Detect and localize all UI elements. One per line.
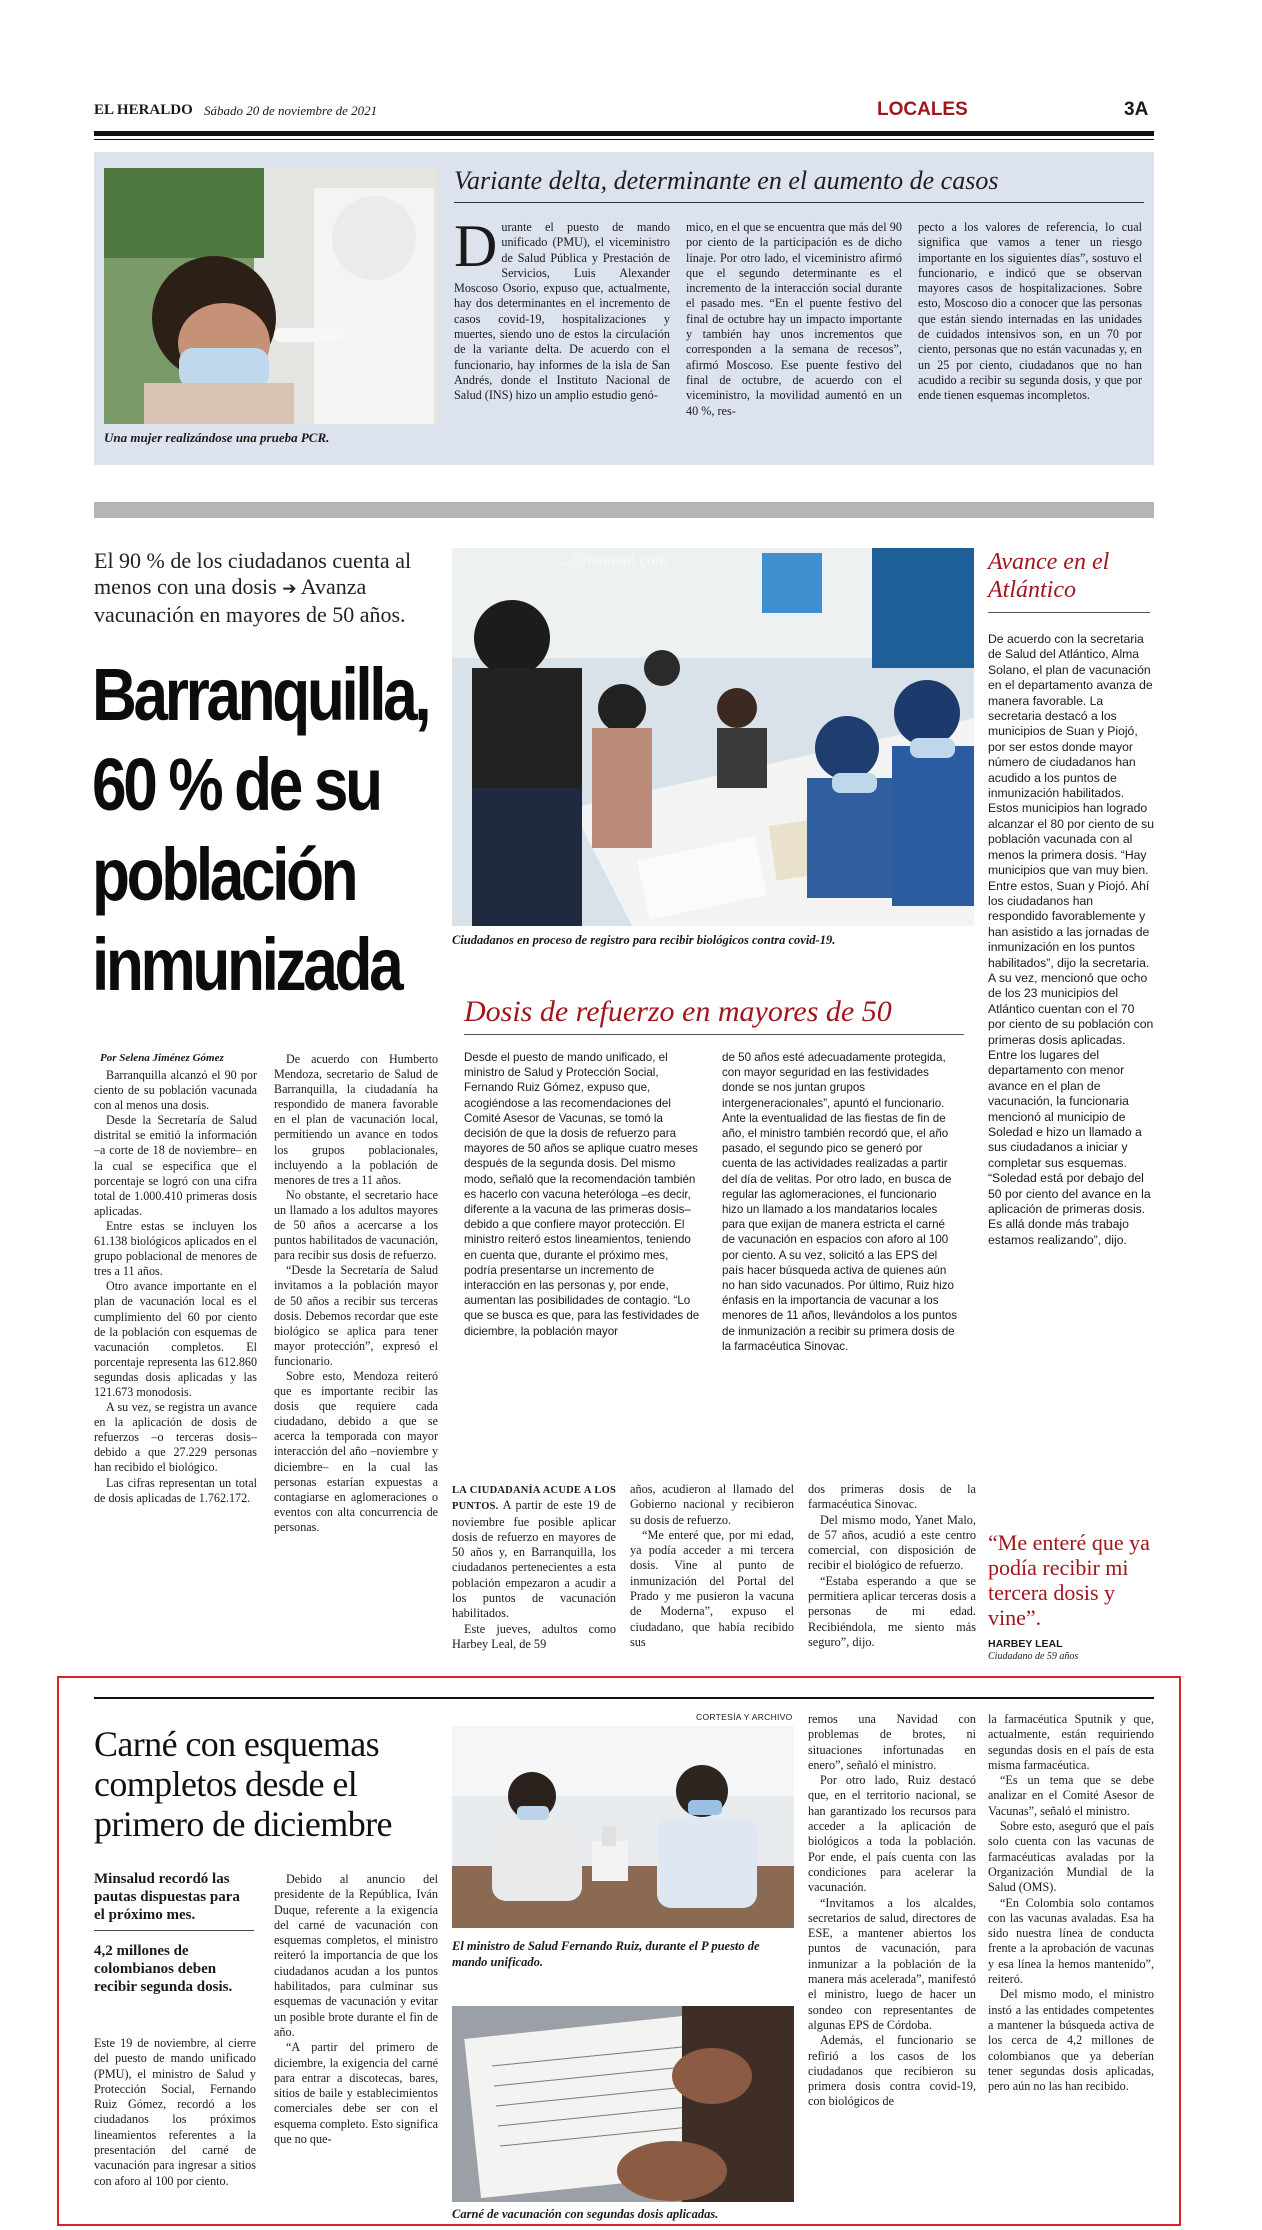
atlantico-title-rule [988, 612, 1150, 613]
main-column-2: De acuerdo con Humberto Mendoza, secretario de Salud de Barranquilla, la ciudadanía ha respondido de manera favorable en el plan de vacunación local, permitiendo un avance en todos los grupos poblacionales, incluyendo a la población de menores de tres a 11 años. No obstante, el secretario hace un llamado a los adultos mayores de 50 años a acercarse a los puntos habilitados de vacunación, para recibir sus dosis de refuerzo. “Desde la Secretaría de Salud invitamos a la población mayor de 50 años a recibir sus terceras dosis. Debemos recordar que este biológico se aplica para tener mayor protección”, expresó el funcionario. Sobre esto, Mendoza reiteró que es importante recibir las dosis que requiere cada ciudadano, debido a que se acerca la temporada con mayor interacción del año –noviembre y diciembre– en la cual las personas estarían expuestas a contagiarse en aglomeraciones o eventos con alta concurrencia de personas. [274, 1052, 438, 1534]
quote-role: Ciudadano de 59 años [988, 1651, 1079, 1662]
carne-summary-rule [94, 1930, 254, 1931]
issue-date: Sábado 20 de noviembre de 2021 [204, 103, 378, 118]
delta-column-3: pecto a los valores de referencia, lo cual significa que vamos a tener un riesgo importante en los siguientes días”, sostuvo el funcionario, e indicó que se observan mayores casos de hospitalizaciones. Sobre esto, Moscoso dio a conocer que las personas que están siendo internadas en las unidades de cuidados intensivos son, en un 70 por ciento, personas que no están vacunadas y, en un 25 por ciento, ciudadanos que no han acudido a recibir su segunda dosis, y que por ende tienen esquemas incompletos. [918, 220, 1142, 403]
arrow-right-icon: ➔ [282, 579, 297, 598]
photo-credit: CORTESÍA Y ARCHIVO [696, 1712, 793, 1722]
carne-column-2: Debido al anuncio del presidente de la República, Iván Duque, referente a la exigencia del carné de vacunación con esquemas completos, el ministro reiteró la importancia de que los ciudadanos acudan a los puntos habilitados, para culminar sus esquemas de vacunación y evitar un posible brote durante el fin de año. “A partir del primero de diciembre, la exigencia del carné para entrar a discotecas, bares, sitios de baile y establecimientos comerciales debe ser con el esquema completo. Esto significa que no que- [274, 1872, 438, 2147]
carne-summary-1: Minsalud recordó las pautas dispuestas para el próximo mes. [94, 1871, 240, 1923]
quote-name: HARBEY LEAL [988, 1638, 1063, 1650]
refuerzo-title: Dosis de refuerzo en mayores de 50 [464, 995, 892, 1028]
refuerzo-title-rule [464, 1034, 964, 1035]
minister-photo-caption: El ministro de Salud Fernando Ruiz, durante el P puesto de mando unificado. [452, 1939, 760, 1969]
ciudadania-lead: LA CIUDADANÍA ACUDE A LOS PUNTOS. [452, 1485, 616, 1513]
carne-column-3: remos una Navidad con problemas de brotes, ni situaciones infortunadas en enero”, señaló el ministro. Por otro lado, Ruiz destacó que, en el territorio nacional, se han garantizado los recursos para acceder a la aplicación de biológicos a toda la población. Por ende, el país cuenta con las condiciones para acelerar la vacunación. “Invitamos a los alcaldes, secretarios de salud, directores de ESE, a mantener abiertos los puntos de vacunación, para inmunizar a la población de la manera más acelerada”, manifestó el ministro, luego de hacer un sondeo con representantes de algunas EPS de Córdoba. Además, el funcionario se refirió a los casos de los ciudadanos que recibieron su primera dosis contra covid-19, con biológicos de [808, 1712, 976, 2109]
header-rule-thick [94, 131, 1154, 136]
carne-top-rule [94, 1697, 1154, 1699]
registration-photo-caption: Ciudadanos en proceso de registro para recibir biológicos contra covid-19. [452, 933, 836, 947]
delta-dropcap: D [454, 213, 498, 279]
delta-column-2: mico, en el que se encuentra que más del 90 por ciento de la participación es de dicho linaje. Por otro lado, el viceministro afirmó que el segundo determinante es el incremento de la interacción social durante el pasado mes. “En el puente festivo del final de octubre hay un impacto importante y también hay unos incrementos que corresponden a la semana de recesos”, afirmó Moscoso. Ese puente festivo del final de octubre, de acuerdo con el viceministro, la movilidad aumentó en un 40 %, res- [686, 220, 902, 418]
page-number: 3A [1124, 99, 1149, 120]
ciudadania-column-2: años, acudieron al llamado del Gobierno nacional y recibieron su dosis de refuerzo. “Me enteré que, por mi edad, ya podía acceder a mi tercera dosis. Vine al punto de inmunización del Portal del Prado y me pusieron la vacuna de Moderna”, expuso el ciudadano, que había recibido sus [630, 1482, 794, 1649]
page-header [94, 96, 1154, 126]
minister-photo [452, 1726, 794, 1928]
pull-quote: “Me enteré que ya podía recibir mi tercera dosis y vine”. [988, 1530, 1150, 1630]
ciudadania-column-1: LA CIUDADANÍA ACUDE A LOS PUNTOS. A partir de este 19 de noviembre fue posible aplicar dosis de refuerzo en mayores de 50 años y, en Barranquilla, los ciudadanos pertenecientes a esta población empezaron a acudir a los puntos de vacunación habilitados. Este jueves, adultos como Harbey Leal, de 59 [452, 1485, 616, 1651]
main-headline: Barranquilla, 60 % de su población inmunizada [92, 653, 429, 1006]
section-name: LOCALES [877, 99, 968, 120]
refuerzo-column-2: de 50 años esté adecuadamente protegida, con mayor seguridad en las festividades donde se nos juntan grupos intergeneracionales”, apuntó el funcionario. Ante la eventualidad de las fiestas de fin de año, el ministro también recordó que, el año pasado, el segundo pico se generó por cuenta de las actividades realizadas a partir del día de velitas. Por otro lado, en busca de regular las aglomeraciones, el funcionario hizo un llamado a los mandatarios locales para que exijan de manera estricta el carné de vacunación en espacios con aforo al 100 por ciento. A su vez, solicitó a las EPS del país hacer búsqueda activa de quienes aún no han sido vacunados. Por último, Ruiz hizo énfasis en la importancia de vacunar a los menores de 11 años, llevándolos a los puntos de inmunización a recibir su primera dosis de la farmacéutica Sinovac. [722, 1051, 958, 1353]
atlantico-body: De acuerdo con la secretaria de Salud del Atlántico, Alma Solano, el plan de vacunación en el departamento avanza de manera favorable. La secretaria destacó a los municipios de Suan y Piojó, por ser estos donde mayor número de ciudadanos han acudido a los puntos de inmunización habilitados. Estos municipios han logrado alcanzar el 80 por ciento de su población vacunada con al menos la primera dosis. “Hay municipios que van muy bien. Entre estos, Suan y Piojó. Ahí los ciudadanos han respondido favorablemente y han asistido a las jornadas de inmunización en los puntos habilitados”, dijo la secretaria. A su vez, mencionó que ocho de los 23 municipios del Atlántico cuentan con el 70 por ciento de su población con primeras dosis aplicadas. Entre los lugares del departamento con menor avance en el plan de vacunación, la funcionaria mencionó al municipio de Soledad e hizo un llamado a sus ciudadanos a iniciar y completar sus esquemas. “Soledad está por debajo del 50 por ciento del avance en la aplicación de primeras dosis. Es allá donde más trabajo estamos realizando”, dijo. [988, 632, 1154, 1247]
delta-title: Variante delta, determinante en el aumento de casos [454, 166, 999, 195]
pcr-test-photo [104, 168, 438, 424]
carne-column-4: la farmacéutica Sputnik y que, actualmente, están requiriendo segundas dosis en el país de esta misma farmacéutica. “Es un tema que se debe analizar en el Comité Asesor de Vacunas”, señaló el ministro. Sobre esto, aseguró que el país solo cuenta con las vacunas de farmacéuticas avaladas por la Organización Mundial de la Salud (OMS). “En Colombia solo contamos con las vacunas avaladas. Esa ha sido nuestra línea de conducta frente a la aprobación de vacunas y esa línea la hemos mantenido”, reiteró. Del mismo modo, el ministro instó a las entidades competentes a mantener la búsqueda activa de los cerca de 4,2 millones de colombianos que ya deberían tener segundas dosis aplicadas, pero aún no las han recibido. [988, 1712, 1154, 2094]
header-rule-thin [94, 139, 1154, 140]
registration-photo [452, 548, 974, 926]
refuerzo-column-1: Desde el puesto de mando unificado, el ministro de Salud y Protección Social, Fernando Ruiz Gómez, expuso que, acogiéndose a las recomendaciones del Comité Asesor de Vacunas, se tomó la decisión de que la dosis de refuerzo para mayores de 50 años se aplique cuatro meses después de la segunda dosis. Del mismo modo, señaló que la recomendación también es hacerlo con vacuna heteróloga –es decir, diferente a la vacuna de las primeras dosis– debido a que confiere mayor protección. El ministro reiteró estos lineamientos, teniendo en cuenta que, durante el próximo mes, podría presentarse un incremento de interacción en las personas y, por ende, aumentan las posibilidades de contagio. “Lo que se busca es que, para las festividades de diciembre, la población mayor [464, 1051, 700, 1338]
delta-column-1: Durante el puesto de mando unificado (PMU), el viceministro de Salud Pública y Prestación de Servicios, Luis Alexander Moscoso Osorio, expuso que, actualmente, hay dos determinantes en el incremento de casos covid-19, hospitalizaciones y muertes, siendo uno de estos la circulación de la variante delta. De acuerdo con el funcionario, hay informes de la isla de San Andrés, donde el Instituto Nacional de Salud (INS) hizo un amplio estudio genó- [454, 213, 670, 403]
vaccination-card-photo [452, 2006, 794, 2202]
atlantico-title: Avance en el Atlántico [988, 549, 1110, 603]
vaccination-card-caption: Carné de vacunación con segundas dosis aplicadas. [452, 2207, 719, 2221]
main-kicker: El 90 % de los ciudadanos cuenta al menos con una dosis ➔ Avanza vacunación en mayores de 50 años. [94, 548, 412, 627]
paper-name: EL HERALDO [94, 102, 193, 118]
carne-column-1: Este 19 de noviembre, al cierre del puesto de mando unificado (PMU), el ministro de Salud y Protección Social, Fernando Ruiz Gómez, recordó a los ciudadanos los próximos lineamientos referentes a la presentación del carné de vacunación para ingresar a sitios con aforo al 100 por ciento. [94, 2036, 256, 2188]
ciudadania-column-3: dos primeras dosis de la farmacéutica Sinovac. Del mismo modo, Yanet Malo, de 57 años, acudió a este centro comercial, con disposición de recibir el biológico de refuerzo. “Estaba esperando a que se permitiera aplicar terceras dosis a personas de mi edad. Recibiéndola, me siento más seguro”, dijo. [808, 1482, 976, 1649]
carne-headline: Carné con esquemas completos desde el primero de diciembre [94, 1724, 392, 1844]
pcr-photo-caption: Una mujer realizándose una prueba PCR. [104, 430, 330, 445]
delta-title-rule [454, 202, 1144, 203]
photo-watermark: ...@hotmail.com [560, 552, 668, 569]
byline: Por Selena Jiménez Gómez [100, 1052, 224, 1064]
carne-summary-2: 4,2 millones de colombianos deben recibir segunda dosis. [94, 1943, 233, 1995]
section-band [94, 502, 1154, 518]
main-column-1: Barranquilla alcanzó el 90 por ciento de su población vacunada con al menos una dosis. Desde la Secretaría de Salud distrital se emitió la información –a corte de 18 de noviembre– en la cual se especifica que el porcentaje se logró con una cifra total de 1.000.410 primeras dosis aplicadas. Entre estas se incluyen los 61.138 biológicos aplicados en el grupo poblacional de menores de tres a 11 años. Otro avance importante en el plan de vacunación local es el cumplimiento del 60 por ciento de la población con esquemas de vacunación completos. El porcentaje representa las 612.860 segundas dosis aplicadas y las 121.673 monodosis. A su vez, se registra un avance en la aplicación de dosis de refuerzos –o terceras dosis– debido a que 27.229 personas han recibido el biológico. Las cifras representan un total de dosis aplicadas de 1.762.172. [94, 1068, 257, 1505]
